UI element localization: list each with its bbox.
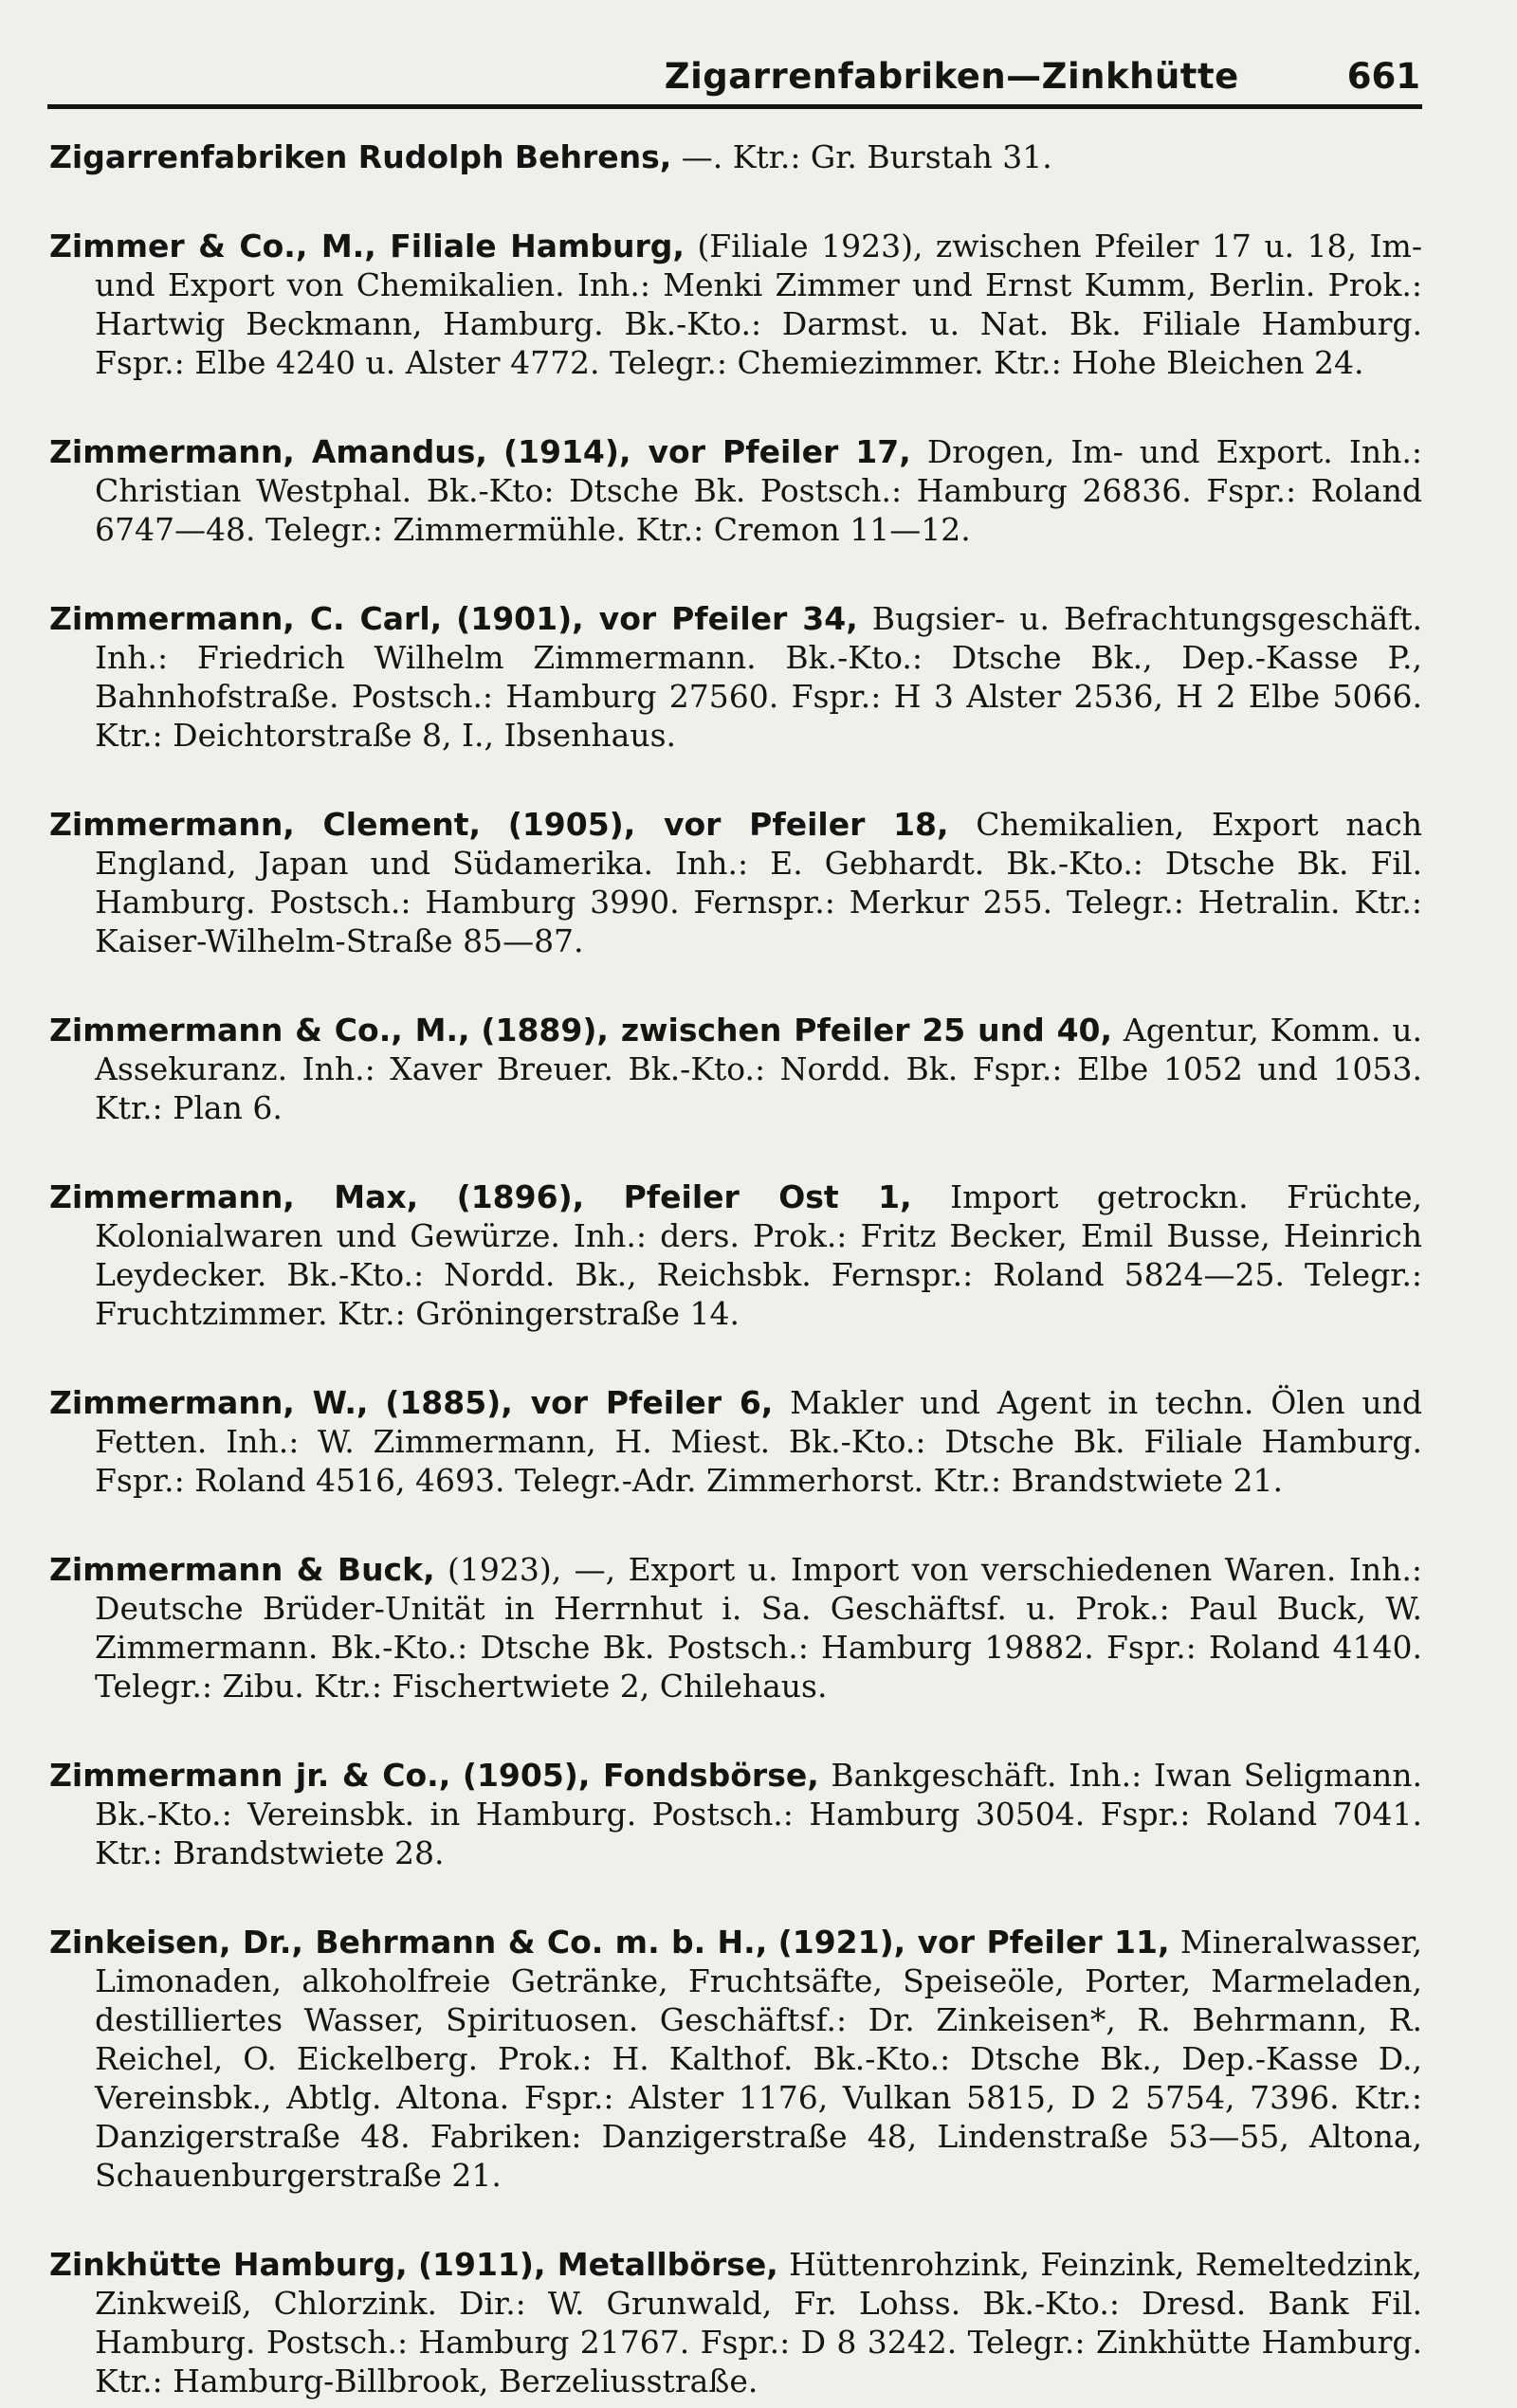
entry-location: (1914), vor Pfeiler 17, <box>503 433 911 470</box>
entry-text: Bankgeschäft. Inh.: Iwan Seligmann. Bk.-Kto.: Vereinsbk. in Hamburg. Postsch.: Hamburg 30504. Fspr.: Roland 7041. Ktr.: Brandstwiete 28. <box>95 1757 1422 1871</box>
entry-name: Zimmermann, W., <box>49 1384 369 1421</box>
entry-text: Import getrockn. Früchte, Kolonialwaren und Gewürze. Inh.: ders. Prok.: Fritz Becker, Emil Busse, Heinrich Leydecker. Bk.-Kto.: Nordd. Bk., Reichsbk. Fernspr.: Roland 5824—25. Telegr.: Fruchtzimmer. Ktr.: Gröningerstraße 14. <box>95 1178 1423 1332</box>
page-header <box>47 38 1470 97</box>
entry-name: Zigarrenfabriken Rudolph Behrens, <box>49 138 672 175</box>
entry-name: Zimmermann & Buck, <box>49 1551 435 1588</box>
entry-zimmermann-jr-co <box>49 1756 1422 1872</box>
entry-zimmermann-co-m <box>49 1011 1422 1127</box>
entry-text: Bugsier- u. Befrachtungsgeschäft. Inh.: Friedrich Wilhelm Zimmermann. Bk.-Kto.: Dtsche Bk., Dep.-Kasse P., Bahnhofstraße. Postsch.: Hamburg 27560. Fspr.: H 3 Alster 2536, H 2 Elbe 5066. Ktr.: Deichtorstraße 8, I., Ibsenhaus. <box>95 600 1422 754</box>
entry-location: (1905), Fondsbörse, <box>462 1757 819 1794</box>
entry-text: Mineralwasser, Limonaden, alkoholfreie Getränke, Fruchtsäfte, Speiseöle, Porter, Marmeladen, destilliertes Wasser, Spirituosen. Geschäftsf.: Dr. Zinkeisen*, R. Behrmann, R. Reichel, O. Eickelberg. Prok.: H. Kalthof. Bk.-Kto.: Dtsche Bk., Dep.-Kasse D., Vereinsbk., Abtlg. Altona. Fspr.: Alster 1176, Vulkan 5815, D 2 5754, 7396. Ktr.: Danzigerstraße 48. Fabriken: Danzigerstraße 48, Lindenstraße 53—55, Altona, Schauenburgerstraße 21. <box>95 1924 1422 2194</box>
entry-location: (1896), Pfeiler Ost 1, <box>456 1178 912 1215</box>
entry-location: (1885), vor Pfeiler 6, <box>385 1384 774 1421</box>
entry-name: Zimmermann, Clement, <box>49 806 482 843</box>
entry-zimmermann-amandus <box>49 432 1422 549</box>
entry-text: Makler und Agent in techn. Ölen und Fetten. Inh.: W. Zimmermann, H. Miest. Bk.-Kto.: Dtsche Bk. Filiale Hamburg. Fspr.: Roland 4516, 4693. Telegr.-Adr. Zimmerhorst. Ktr.: Brandstwiete 21. <box>95 1384 1423 1499</box>
entry-location: (1905), vor Pfeiler 18, <box>507 806 949 843</box>
entry-zimmermann-c-carl <box>49 599 1422 755</box>
entry-list <box>47 137 1470 2400</box>
entry-location: (1911), Metallbörse, <box>417 2246 778 2283</box>
entry-zimmermann-w <box>49 1383 1422 1500</box>
entry-zimmermann-clement <box>49 805 1422 960</box>
header-rule <box>47 104 1422 109</box>
entry-zinkhuette-hamburg <box>49 2245 1422 2400</box>
entry-zimmermann-buck <box>49 1550 1422 1706</box>
entry-zigarrenfabriken-behrens <box>49 137 1422 176</box>
entry-name: Zinkhütte Hamburg, <box>49 2246 408 2283</box>
entry-location: (1889), zwischen Pfeiler 25 und 40, <box>481 1012 1113 1049</box>
entry-name: Zimmermann & Co., M., <box>49 1012 470 1049</box>
entry-name: Zimmermann, C. Carl, <box>49 600 443 637</box>
entry-name: Zinkeisen, Dr., Behrmann & Co. m. b. H., <box>49 1924 768 1961</box>
entry-name: Zimmermann, Max, <box>49 1178 419 1215</box>
entry-text: (Filiale 1923), zwischen Pfeiler 17 u. 18, Im- und Export von Chemikalien. Inh.: Menki Zimmer und Ernst Kumm, Berlin. Prok.: Hartwig Beckmann, Hamburg. Bk.-Kto.: Darmst. u. Nat. Bk. Filiale Hamburg. Fspr.: Elbe 4240 u. Alster 4772. Telegr.: Chemiezimmer. Ktr.: Hohe Bleichen 24. <box>95 228 1422 381</box>
entry-text: —. Ktr.: Gr. Burstah 31. <box>681 138 1052 175</box>
entry-zinkeisen-behrmann <box>49 1923 1422 2195</box>
entry-name: Zimmermann, Amandus, <box>49 433 487 470</box>
entry-zimmermann-max <box>49 1177 1422 1333</box>
entry-text: Drogen, Im- und Export. Inh.: Christian Westphal. Bk.-Kto: Dtsche Bk. Postsch.: Hamburg 26836. Fspr.: Roland 6747—48. Telegr.: Zimmermühle. Ktr.: Cremon 11—12. <box>95 433 1422 548</box>
entry-zimmer-co <box>49 227 1422 382</box>
entry-text: Chemikalien, Export nach England, Japan und Südamerika. Inh.: E. Gebhardt. Bk.-Kto.: Dtsche Bk. Fil. Hamburg. Postsch.: Hamburg 3990. Fernspr.: Merkur 255. Telegr.: Hetralin. Ktr.: Kaiser-Wilhelm-Straße 85—87. <box>95 806 1422 959</box>
running-head: Zigarrenfabriken—Zinkhütte <box>664 56 1239 97</box>
entry-location: (1901), vor Pfeiler 34, <box>456 600 858 637</box>
entry-name: Zimmermann jr. & Co., <box>49 1757 451 1794</box>
page-number: 661 <box>1346 56 1420 97</box>
entry-location: (1921), vor Pfeiler 11, <box>777 1924 1170 1961</box>
entry-text: Hüttenrohzink, Feinzink, Remeltedzink, Zinkweiß, Chlorzink. Dir.: W. Grunwald, Fr. Lohss. Bk.-Kto.: Dresd. Bank Fil. Hamburg. Postsch.: Hamburg 21767. Fspr.: D 8 3242. Telegr.: Zinkhütte Hamburg. Ktr.: Hamburg-Billbrook, Berzeliusstraße. <box>95 2246 1422 2399</box>
entry-text: (1923), —, Export u. Import von verschiedenen Waren. Inh.: Deutsche Brüder-Unität in Herrnhut i. Sa. Geschäftsf. u. Prok.: Paul Buck, W. Zimmermann. Bk.-Kto.: Dtsche Bk. Postsch.: Hamburg 19882. Fspr.: Roland 4140. Telegr.: Zibu. Ktr.: Fischertwiete 2, Chilehaus. <box>95 1551 1422 1705</box>
entry-text: Agentur, Komm. u. Assekuranz. Inh.: Xaver Breuer. Bk.-Kto.: Nordd. Bk. Fspr.: Elbe 1052 und 1053. Ktr.: Plan 6. <box>95 1012 1422 1126</box>
entry-name: Zimmer & Co., M., Filiale Hamburg, <box>49 228 685 265</box>
